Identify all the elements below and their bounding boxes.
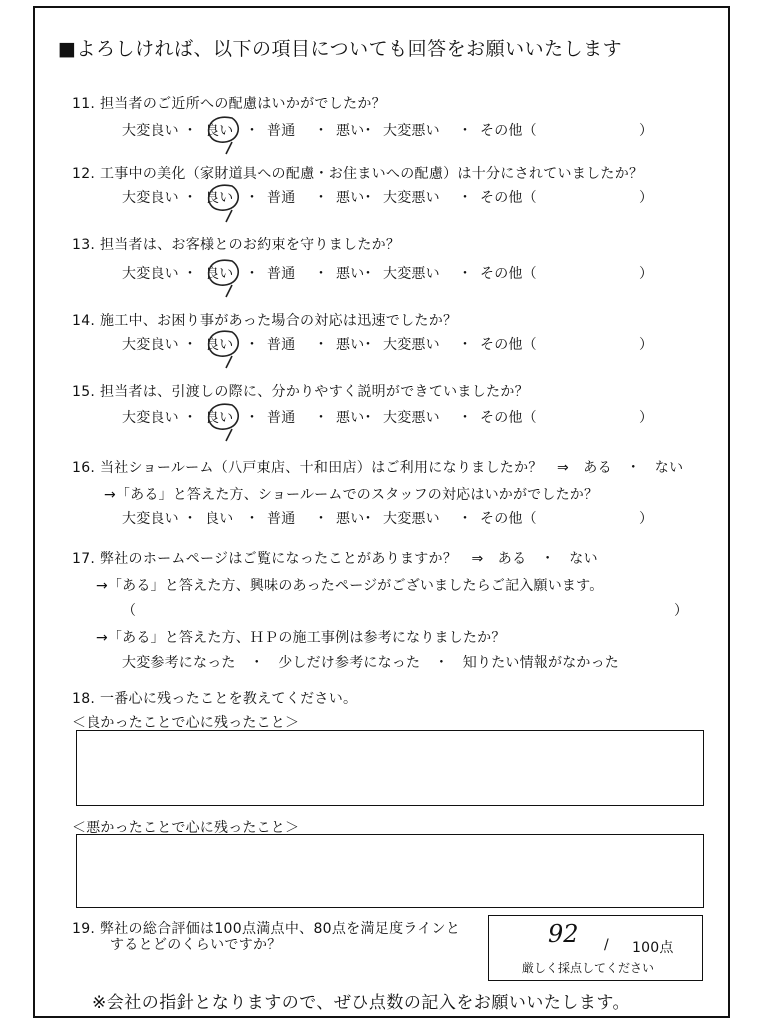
other-paren-close: ） — [639, 123, 654, 139]
question-text: 弊社の総合評価は100点満点中、80点を満足度ラインと — [99, 921, 461, 937]
option-separator: ・ — [458, 511, 473, 527]
rating-option[interactable]: 普通 — [267, 511, 296, 527]
handwritten-score: 92 — [548, 920, 579, 948]
question-number: 11. — [72, 96, 96, 112]
rating-option[interactable]: 大変悪い — [383, 410, 440, 426]
rating-option[interactable]: 良い — [205, 266, 234, 282]
q16-followup: →「ある」と答えた方、ショールームでのスタッフの対応はいかがでしたか？ — [104, 487, 599, 503]
option-separator: ・ — [183, 190, 198, 206]
score-note: 厳しく採点してください — [522, 961, 655, 975]
option-separator: ・ — [245, 337, 260, 353]
rating-option[interactable]: その他（ — [480, 266, 537, 282]
question-number: 14. — [72, 313, 96, 329]
option-separator: ・ — [245, 511, 260, 527]
q17-paren-close: ） — [674, 603, 689, 619]
rating-option[interactable]: その他（ — [480, 337, 537, 353]
footer-note: ※会社の指針となりますので、ぜひ点数の記入をお願いいたします。 — [92, 993, 631, 1013]
question-text: 当社ショールーム（八戸東店、十和田店）はご利用になりましたか？ ⇒ ある ・ ない — [99, 460, 684, 476]
rating-option[interactable]: 良い — [205, 123, 234, 139]
option-separator: ・ — [361, 190, 376, 206]
rating-option[interactable]: 普通 — [267, 337, 296, 353]
rating-option[interactable]: 悪い — [336, 190, 365, 206]
question-text: 施工中、お困り事があった場合の対応は迅速でしたか？ — [99, 313, 458, 329]
option-separator: ・ — [314, 511, 329, 527]
question-number: 17. — [72, 551, 96, 567]
rating-option[interactable]: 良い — [205, 337, 234, 353]
score-max: 100点 — [632, 940, 674, 956]
rating-option[interactable]: その他（ — [480, 410, 537, 426]
option-separator: ・ — [183, 123, 198, 139]
rating-option[interactable]: 大変良い — [122, 123, 179, 139]
rating-option[interactable]: 悪い — [336, 410, 365, 426]
option-separator: ・ — [183, 511, 198, 527]
rating-option[interactable]: 大変悪い — [383, 123, 440, 139]
circle-mark-12 — [209, 185, 239, 222]
question-number: 16. — [72, 460, 96, 476]
rating-option[interactable]: 普通 — [267, 410, 296, 426]
question-text: 担当者は、引渡しの際に、分かりやすく説明ができていましたか？ — [99, 384, 529, 400]
question-text: 弊社のホームページはご覧になったことがありますか？ ⇒ ある ・ ない — [99, 551, 598, 567]
q17-followup-2: →「ある」と答えた方、ＨＰの施工事例は参考になりましたか？ — [96, 630, 506, 646]
q17-paren-open: （ — [122, 603, 137, 619]
option-separator: ・ — [361, 511, 376, 527]
rating-option[interactable]: 普通 — [267, 190, 296, 206]
rating-option[interactable]: 大変悪い — [383, 190, 440, 206]
other-paren-close: ） — [639, 337, 654, 353]
question-text: 担当者は、お客様とのお約束を守りましたか？ — [99, 237, 401, 253]
question-text: 担当者のご近所への配慮はいかがでしたか？ — [99, 96, 386, 112]
circle-mark-13 — [209, 260, 239, 297]
circle-mark-15 — [209, 404, 239, 441]
question-number: 15. — [72, 384, 96, 400]
rating-option[interactable]: 大変悪い — [383, 337, 440, 353]
rating-option[interactable]: その他（ — [480, 511, 537, 527]
q17-followup-1: →「ある」と答えた方、興味のあったページがございましたらご記入願います。 — [96, 578, 604, 594]
question-text: 一番心に残ったことを教えてください。 — [99, 691, 358, 707]
option-separator: ・ — [458, 123, 473, 139]
score-slash: / — [604, 937, 609, 953]
option-separator: ・ — [245, 123, 260, 139]
question-number: 18. — [72, 691, 96, 707]
option-separator: ・ — [314, 266, 329, 282]
rating-option[interactable]: 良い — [205, 190, 234, 206]
rating-option[interactable]: 大変良い — [122, 511, 179, 527]
question-number: 19. — [72, 921, 96, 937]
rating-option[interactable]: 悪い — [336, 511, 365, 527]
question-number: 13. — [72, 237, 96, 253]
rating-option[interactable]: 大変悪い — [383, 511, 440, 527]
option-separator: ・ — [458, 410, 473, 426]
option-separator: ・ — [314, 190, 329, 206]
rating-option[interactable]: 大変悪い — [383, 266, 440, 282]
rating-option[interactable]: 良い — [205, 511, 234, 527]
option-separator: ・ — [183, 266, 198, 282]
q18-bad-label: ＜悪かったことで心に残ったこと＞ — [72, 820, 300, 836]
rating-option[interactable]: 悪い — [336, 123, 365, 139]
option-separator: ・ — [361, 410, 376, 426]
circle-mark-11 — [209, 117, 239, 154]
rating-option[interactable]: 大変良い — [122, 337, 179, 353]
rating-option[interactable]: 普通 — [267, 123, 296, 139]
rating-option[interactable]: その他（ — [480, 123, 537, 139]
q17-options: 大変参考になった ・ 少しだけ参考になった ・ 知りたい情報がなかった — [122, 655, 619, 671]
other-paren-close: ） — [639, 511, 654, 527]
rating-option[interactable]: 大変良い — [122, 410, 179, 426]
rating-option[interactable]: その他（ — [480, 190, 537, 206]
option-separator: ・ — [458, 266, 473, 282]
question-number: 12. — [72, 166, 96, 182]
q19-line2: するとどのくらいですか？ — [110, 937, 282, 953]
q18-good-label: ＜良かったことで心に残ったこと＞ — [72, 715, 300, 731]
option-separator: ・ — [245, 266, 260, 282]
option-separator: ・ — [361, 123, 376, 139]
rating-option[interactable]: 悪い — [336, 337, 365, 353]
option-separator: ・ — [361, 266, 376, 282]
other-paren-close: ） — [639, 410, 654, 426]
rating-option[interactable]: 大変良い — [122, 190, 179, 206]
option-separator: ・ — [183, 337, 198, 353]
option-separator: ・ — [245, 410, 260, 426]
rating-option[interactable]: 大変良い — [122, 266, 179, 282]
option-separator: ・ — [458, 337, 473, 353]
option-separator: ・ — [183, 410, 198, 426]
question-text: 工事中の美化（家財道具への配慮・お住まいへの配慮）は十分にされていましたか？ — [99, 166, 644, 182]
page-header: ■よろしければ、以下の項目についても回答をお願いいたします — [58, 38, 623, 60]
rating-option[interactable]: 悪い — [336, 266, 365, 282]
other-paren-close: ） — [639, 266, 654, 282]
rating-option[interactable]: 普通 — [267, 266, 296, 282]
option-separator: ・ — [458, 190, 473, 206]
option-separator: ・ — [314, 410, 329, 426]
rating-option[interactable]: 良い — [205, 410, 234, 426]
option-separator: ・ — [314, 123, 329, 139]
circle-mark-14 — [209, 331, 239, 368]
option-separator: ・ — [361, 337, 376, 353]
other-paren-close: ） — [639, 190, 654, 206]
option-separator: ・ — [245, 190, 260, 206]
option-separator: ・ — [314, 337, 329, 353]
